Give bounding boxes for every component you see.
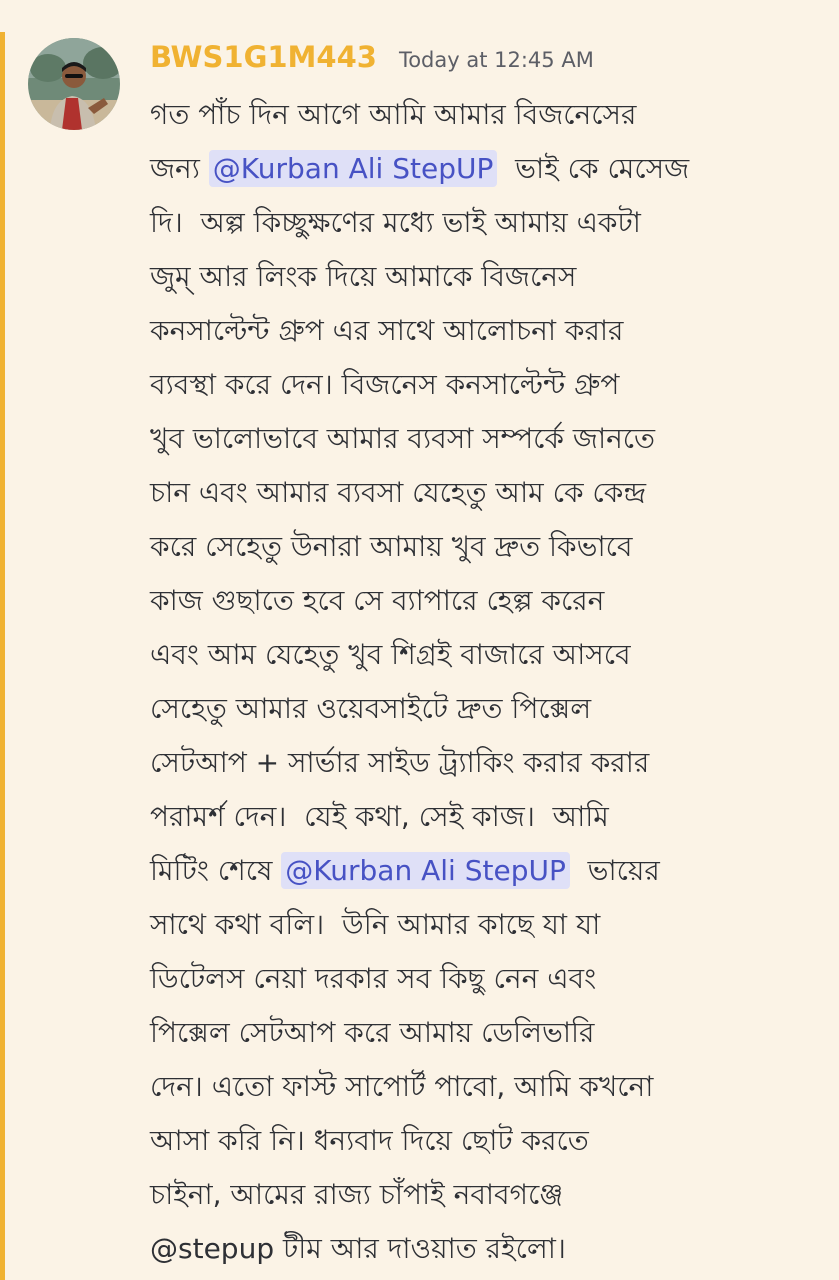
message-line (150, 88, 820, 142)
message-line (150, 1222, 820, 1276)
line-text: চাইনা, আমের রাজ্য চাঁপাই নবাবগঞ্জে (150, 1178, 564, 1211)
user-mention[interactable]: @Kurban Ali StepUP (209, 150, 498, 187)
line-text: পরামর্শ দেন। যেই কথা, সেই কাজ। আমি (150, 800, 609, 833)
username[interactable]: BWS1G1M443 (150, 40, 377, 74)
message-line (150, 844, 820, 898)
message-line (150, 520, 820, 574)
message-line (150, 1168, 820, 1222)
line-text: সেহেতু আমার ওয়েবসাইটে দ্রুত পিক্সেল (150, 692, 592, 725)
message-line (150, 736, 820, 790)
line-text: চান এবং আমার ব্যবসা যেহেতু আম কে কেন্দ্র (150, 476, 647, 509)
message-line (150, 1060, 820, 1114)
line-text: সাথে কথা বলি। উনি আমার কাছে যা যা (150, 908, 601, 941)
line-text: @stepup টীম আর দাওয়াত রইলো। (150, 1232, 566, 1265)
line-text: জুম্ আর লিংক দিয়ে আমাকে বিজনেস (150, 260, 577, 293)
line-text: কাজ গুছাতে হবে সে ব্যাপারে হেল্প করেন (150, 584, 605, 617)
message-header (150, 40, 594, 88)
message-line (150, 1006, 820, 1060)
message-line (150, 952, 820, 1006)
user-mention[interactable]: @Kurban Ali StepUP (281, 852, 570, 889)
line-text: ভাই কে মেসেজ (497, 152, 690, 185)
line-text: জন্য (150, 152, 209, 185)
line-text: খুব ভালোভাবে আমার ব্যবসা সম্পর্কে জানতে (150, 422, 656, 455)
line-text: সেটআপ + সার্ভার সাইড ট্র্যাকিং করার করার (150, 746, 650, 779)
message-line (150, 574, 820, 628)
line-text: আসা করি নি। ধন্যবাদ দিয়ে ছোট করতে (150, 1124, 589, 1157)
timestamp[interactable]: Today at 12:45 AM (398, 48, 594, 72)
message-line (150, 628, 820, 682)
message-line (150, 250, 820, 304)
line-text: করে সেহেতু উনারা আমায় খুব দ্রুত কিভাবে (150, 530, 633, 563)
user-avatar-icon (28, 38, 120, 130)
line-text: এবং আম যেহেতু খুব শিগ্রই বাজারে আসবে (150, 638, 631, 671)
message-line (150, 196, 820, 250)
message-line (150, 1114, 820, 1168)
message-line (150, 682, 820, 736)
message-line (150, 304, 820, 358)
message-line (150, 142, 820, 196)
avatar[interactable] (28, 38, 120, 130)
line-text: দেন। এতো ফাস্ট সাপোর্ট পাবো, আমি কখনো (150, 1070, 654, 1103)
line-text: মিটিং শেষে (150, 854, 282, 887)
line-text: দি। অল্প কিচ্ছুক্ষণের মধ্যে ভাই আমায় একটা (150, 206, 641, 239)
message-content (150, 88, 820, 1276)
message-line (150, 790, 820, 844)
line-text: পিক্সেল সেটআপ করে আমায় ডেলিভারি (150, 1016, 595, 1049)
line-text: ডিটেলস নেয়া দরকার সব কিছু নেন এবং (150, 962, 597, 995)
message-line (150, 898, 820, 952)
message-line (150, 412, 820, 466)
line-text: ব্যবস্থা করে দেন। বিজনেস কনসাল্টেন্ট গ্রুপ (150, 368, 620, 401)
message-line (150, 358, 820, 412)
line-text: কনসাল্টেন্ট গ্রুপ এর সাথে আলোচনা করার (150, 314, 624, 347)
line-text: গত পাঁচ দিন আগে আমি আমার বিজনেসের (150, 98, 637, 131)
message-line (150, 466, 820, 520)
line-text: ভায়ের (569, 854, 660, 887)
